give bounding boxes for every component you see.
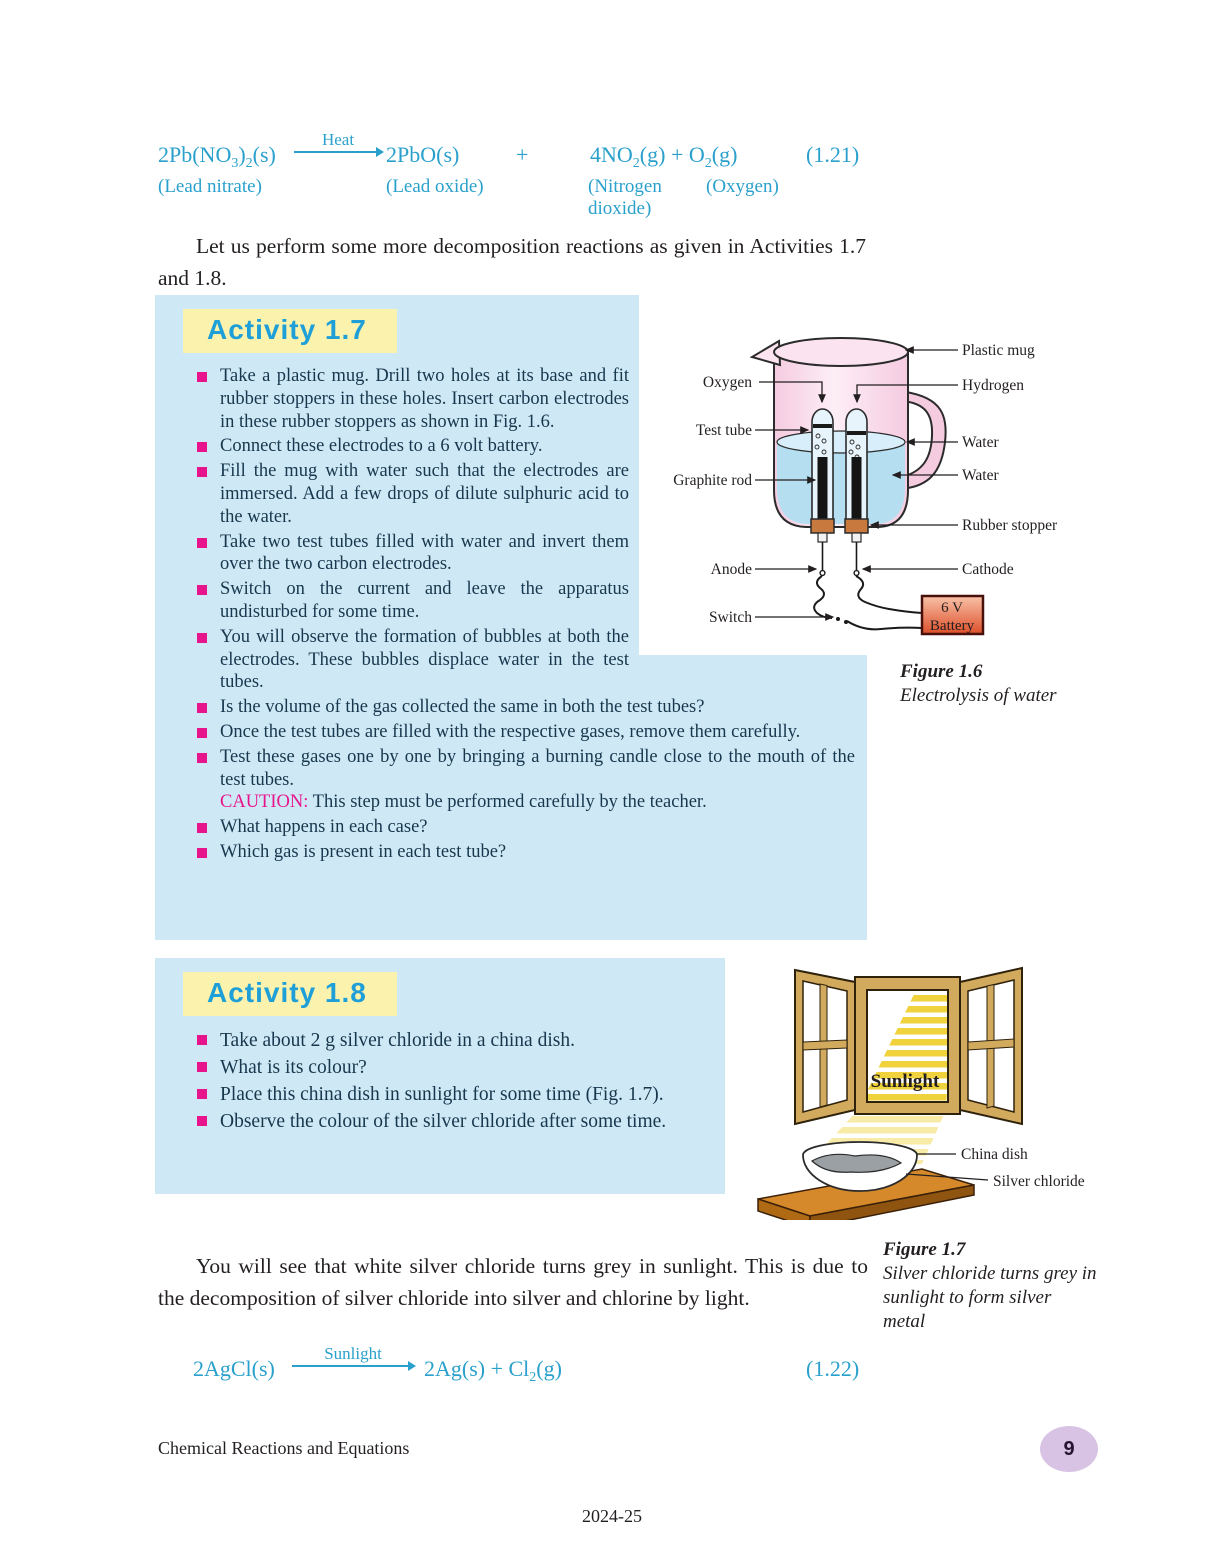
rubber-stopper-right (845, 519, 868, 533)
list-item: Take a plastic mug. Drill two holes at its base and fit rubber stoppers in these holes. Insert carbon electrodes in these rubber stoppers as shown in Fig. 1.6. (197, 365, 629, 433)
figure-1-6-electrolysis-diagram (640, 330, 1120, 652)
intro-paragraph: Let us perform some more decomposition reactions as given in Activities 1.7 and 1.8. (158, 234, 866, 290)
reaction-arrow-sunlight (292, 1345, 414, 1367)
equation-1-21-number: (1.21) (806, 142, 860, 167)
bullet-square-icon (197, 728, 207, 738)
list-item: Once the test tubes are filled with the respective gases, remove them carefully. (197, 721, 855, 744)
wire-cathode (856, 576, 922, 613)
closing-paragraph: You will see that white silver chloride turns grey in sunlight. This is due to the decomposition of silver chloride into silver and chlorine by light. (158, 1254, 868, 1310)
list-item: Which gas is present in each test tube? (197, 841, 855, 864)
list-item: You will observe the formation of bubbles at both the electrodes. These bubbles displace water in the test tubes. (197, 626, 629, 694)
list-item: Switch on the current and leave the apparatus undisturbed for some time. (197, 578, 629, 624)
anode-terminal (820, 571, 825, 576)
bullet-square-icon (197, 703, 207, 713)
switch-label: Switch (708, 609, 752, 626)
list-item: Fill the mug with water such that the electrodes are immersed. Add a few drops of dilute sulphuric acid to the water. (197, 460, 629, 528)
cathode-terminal (854, 571, 859, 576)
reaction-arrow-heat (294, 131, 382, 153)
equation-1-22-lhs: 2AgCl(s) (193, 1356, 275, 1381)
bullet-square-icon (197, 538, 207, 548)
activity-1-8-title: Activity 1.8 (183, 972, 397, 1016)
label-lead-oxide: (Lead oxide) (386, 176, 484, 197)
bullet-square-icon (197, 753, 207, 763)
list-item: Is the volume of the gas collected the same in both the test tubes? (197, 696, 855, 719)
plastic-mug-label: Plastic mug (962, 342, 1035, 359)
list-item: Place this china dish in sunlight for some time (Fig. 1.7). (197, 1082, 711, 1108)
list-item: Connect these electrodes to a 6 volt battery. (197, 435, 629, 458)
bullet-square-icon (197, 442, 207, 452)
bullet-square-icon (197, 1116, 207, 1126)
bullet-square-icon (197, 823, 207, 833)
equation-1-22-rhs: $2Ag(s) + Cl_2(g)$ (424, 1356, 562, 1385)
bullet-square-icon (197, 848, 207, 858)
graphite-rod-right (852, 457, 862, 519)
list-item-text: Test these gases one by one by bringing a burning candle close to the mouth of the test tubes. (220, 746, 855, 790)
footer-chapter-title: Chemical Reactions and Equations (158, 1438, 410, 1458)
bullet-square-icon (197, 372, 207, 382)
bullet-square-icon (197, 1062, 207, 1072)
figure-1-6-caption-title: Figure 1.6 (900, 661, 983, 682)
rubber-stopper-label: Rubber stopper (962, 517, 1058, 534)
switch-contact (836, 617, 840, 621)
electrode-stem-left (818, 533, 827, 542)
graphite-rod-left (818, 457, 828, 519)
label-lead-nitrate: (Lead nitrate) (158, 176, 262, 197)
equation-1-21-product1: 2PbO(s) (386, 142, 460, 167)
equation-1-21-lhs: $2Pb(NO_3)_2(s)$ (158, 142, 276, 171)
equation-1-22-number: (1.22) (806, 1356, 860, 1381)
electrode-stem-right (852, 533, 861, 542)
equation-1-21-products23: $4NO_2(g) + O_2(g)$ (590, 142, 738, 171)
activity-1-8-box (155, 958, 725, 1194)
list-item: Take two test tubes filled with water and invert them over the two carbon electrodes. (197, 531, 629, 577)
arrow-line (294, 151, 382, 153)
figure-1-7-sunlight-diagram (750, 962, 1120, 1220)
bullet-square-icon (197, 585, 207, 595)
water-label-1: Water (962, 434, 999, 451)
water-body (777, 442, 905, 524)
cathode-label: Cathode (962, 561, 1014, 578)
sunlight-label: Sunlight (870, 1071, 940, 1092)
list-item: What is its colour? (197, 1055, 711, 1081)
bullet-square-icon (197, 1089, 207, 1099)
wire-anode (814, 576, 832, 618)
page-number: 9 (1063, 1437, 1075, 1460)
list-item: Observe the colour of the silver chloride after some time. (197, 1109, 711, 1135)
caution-text: This step must be performed carefully by the teacher. (308, 792, 707, 813)
circuit-wiring (814, 542, 922, 629)
water-label-2: Water (962, 467, 999, 484)
activity-1-8-list (197, 1028, 711, 1135)
silver-chloride-label: Silver chloride (993, 1173, 1085, 1190)
anode-label: Anode (710, 561, 752, 578)
rubber-stopper-left (811, 519, 834, 533)
wire-switch-battery (847, 621, 922, 629)
edition-year: 2024-25 (582, 1506, 642, 1526)
figure-1-7-caption-title: Figure 1.7 (883, 1239, 966, 1260)
figure-1-7-caption (883, 1238, 1098, 1334)
bullet-square-icon (197, 633, 207, 643)
switch-contact (844, 620, 848, 624)
list-item: Take about 2 g silver chloride in a china dish. (197, 1028, 711, 1054)
china-dish-label: China dish (961, 1146, 1028, 1163)
water-surface (777, 431, 905, 453)
label-nitrogen-dioxide: (Nitrogen dioxide) (588, 176, 662, 219)
figure-1-7-caption-text: Silver chloride turns grey in sunlight to form silver metal (883, 1263, 1097, 1332)
page-number-badge (1040, 1426, 1098, 1472)
hydrogen-label: Hydrogen (962, 377, 1024, 394)
bullet-square-icon (197, 1035, 207, 1045)
list-item (197, 746, 855, 814)
arrow-line (292, 1365, 414, 1367)
battery-label-text: Battery (929, 618, 975, 634)
bullet-square-icon (197, 467, 207, 477)
list-item: What happens in each case? (197, 816, 855, 839)
arrow-condition-label: Sunlight (324, 1344, 382, 1363)
battery-label-volts: 6 V (941, 600, 963, 616)
window-left-mullion-h (803, 1040, 847, 1050)
gas-level-right (847, 431, 866, 435)
activity-1-7-title: Activity 1.7 (183, 309, 397, 353)
graphite-rod-label: Graphite rod (673, 472, 752, 489)
figure-1-6-caption-text: Electrolysis of water (900, 685, 1057, 706)
figure-1-6-caption (900, 660, 1120, 708)
equation-1-21-plus1: + (516, 142, 529, 167)
arrow-condition-label: Heat (321, 130, 355, 149)
label-oxygen: (Oxygen) (706, 176, 779, 197)
gas-level-left (813, 424, 832, 428)
mug-rim (774, 338, 908, 366)
caution-label: CAUTION: (220, 792, 309, 813)
oxygen-label: Oxygen (702, 374, 752, 391)
test-tube-label: Test tube (695, 422, 752, 439)
